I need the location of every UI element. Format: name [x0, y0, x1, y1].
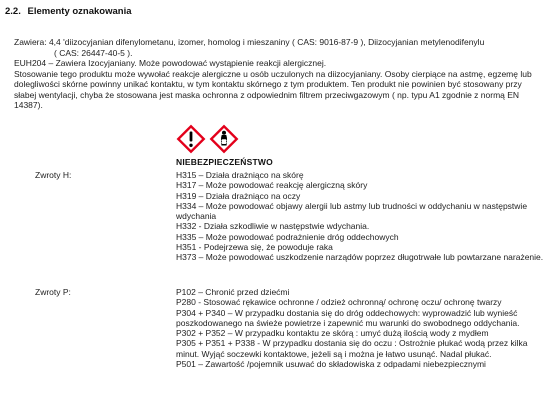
allergy-warning: Stosowanie tego produktu może wywołać reakcje alergiczne u osób uczulonych na diizocyjaniany. Osoby cierpiące na astmę, egzemę lub dolegliwości skórne powinny unikać kontaktu, w tym kontaktu skórnego z tym produktem. Ten produkt nie powinien być stosowany przy słabej wentylacji, chyba że stosowana jest maska ochronna z odpowiednim filtrem przeciwgazowym ( np. typu A1 zgodnie z normą EN 14387).: [14, 68, 532, 110]
hazard-label: Zwroty H:: [35, 170, 72, 180]
precaution-statement: P102 – Chronić przed dziećmi: [176, 287, 290, 297]
signal-word: NIEBEZPIECZEŃSTWO: [176, 157, 273, 167]
contains-line-2: ( CAS: 26447-40-5 ).: [54, 47, 133, 58]
hazard-statement: H317 – Może powodować reakcję alergiczną skóry: [176, 180, 368, 191]
precaution-statement: P501 – Zawartość /pojemnik usuwać do składowiska z odpadami niebezpiecznymi: [176, 359, 486, 370]
precaution-statement-list: [176, 287, 536, 369]
precaution-statement: P280 - Stosować rękawice ochronne / odzież ochronną/ ochronę oczu/ ochronę twarzy: [176, 297, 502, 308]
hazard-statement: H351 - Podejrzewa się, że powoduje raka: [176, 242, 333, 253]
section-title: Elementy oznakowania: [27, 6, 132, 17]
contains-line-1: Zawiera: 4,4 'diizocyjanian difenylometanu, izomer, homolog i mieszaniny ( CAS: 9016-87-9 ), Diizocyjanian metylenodifenylu: [14, 37, 485, 47]
precaution-statement: P304 + P340 – W przypadku dostania się do dróg oddechowych: wyprowadzić lub wynieść poszkodowanego na świeże powietrze i zapewnić mu warunki do swobodnego oddychania.: [176, 307, 520, 328]
hazard-statement: H373 – Może powodować uszkodzenie narządów poprzez długotrwałe lub powtarzane narażenie.: [176, 252, 544, 263]
exclamation-mark-icon: [176, 124, 206, 154]
hazard-statement: H334 – Może powodować objawy alergii lub astmy lub trudności w oddychaniu w następstwie wdychania: [176, 200, 528, 222]
health-hazard-icon: [209, 124, 239, 154]
hazard-statement: H315 – Działa drażniąco na skórę: [176, 170, 304, 180]
precaution-statement: P305 + P351 + P338 - W przypadku dostania się do oczu : Ostrożnie płukać wodą przez kilka minut. Wyjąć soczewki kontaktowe, jeżeli są i można je łatwo usunąć. Nadal płukać.: [176, 338, 528, 359]
precaution-label: Zwroty P:: [35, 287, 71, 297]
ghs-pictograms: [176, 124, 239, 156]
euh204-statement: EUH204 – Zawiera Izocyjaniany. Może powodować wystąpienie reakcji alergicznej.: [14, 58, 327, 68]
hazard-statement: H319 – Działa drażniąco na oczy: [176, 190, 301, 201]
precaution-statement: P302 + P352 – W przypadku kontaktu ze skórą : umyć dużą ilością wody z mydłem: [176, 328, 489, 339]
hazard-statement: H335 – Może powodować podrażnienie dróg oddechowych: [176, 231, 399, 242]
section-number: 2.2.: [5, 6, 21, 17]
hazard-statement: H332 - Działa szkodliwie w następstwie wdychania.: [176, 221, 370, 232]
hazard-statement-list: [176, 170, 544, 263]
section-heading: [5, 6, 132, 17]
intro-block: [14, 37, 534, 111]
